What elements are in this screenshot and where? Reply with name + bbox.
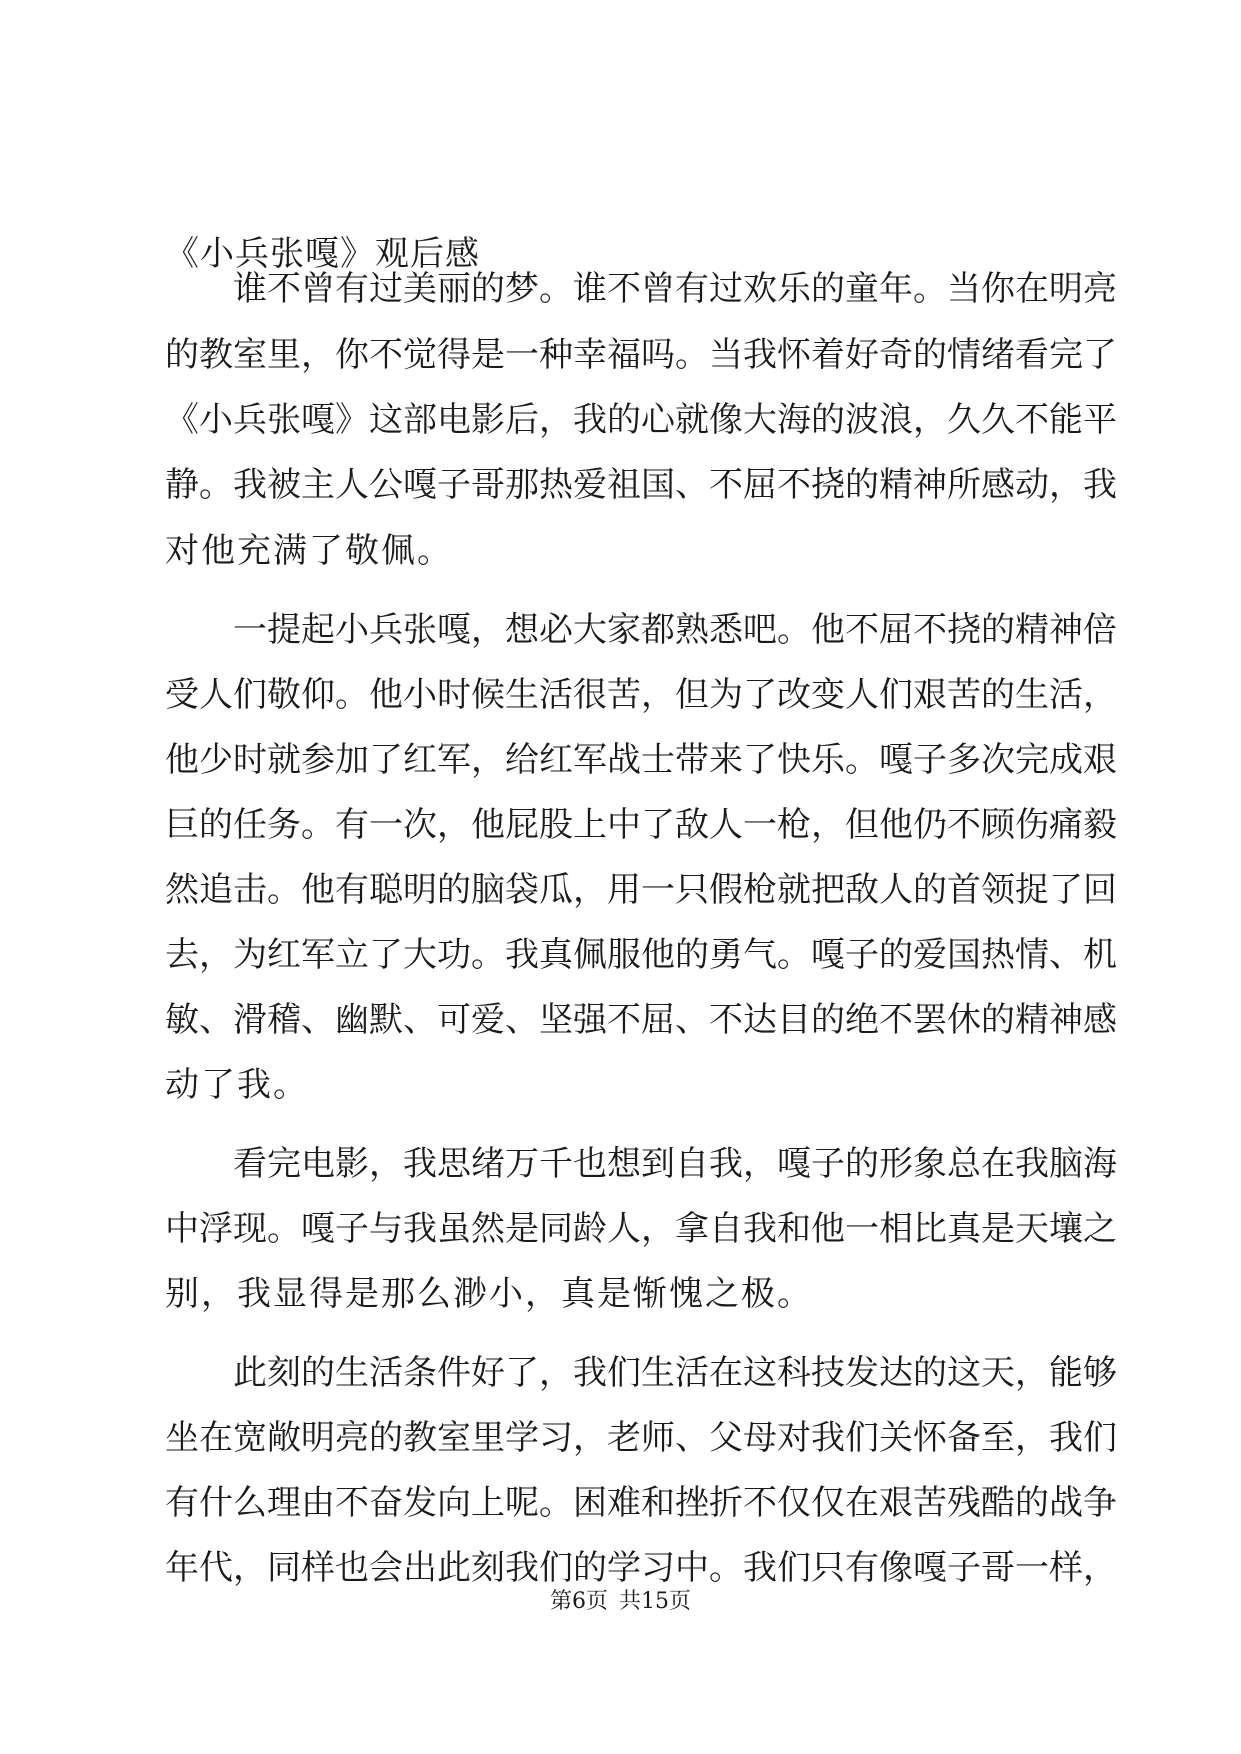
- paragraph-line: 看 完 电 影 ， 我 思 绪 万 千 也 想 到 自 我 ， 嘎 子 的 形 象 总 在 我 脑 海: [233, 1144, 1117, 1184]
- paragraph-line: 他 少 时 就 参 加 了 红 军 ， 给 红 军 战 士 带 来 了 快 乐 。 嘎 子 多 次 完 成 艰: [165, 740, 1117, 780]
- document-title: 《小兵张嘎》观后感: [165, 234, 480, 274]
- paragraph-line: 动了我。: [165, 1065, 309, 1105]
- paragraph-line: 谁 不 曾 有 过 美 丽 的 梦 。 谁 不 曾 有 过 欢 乐 的 童 年 。 当 你 在 明 亮: [233, 269, 1117, 309]
- paragraph-line: 敏 、 滑 稽 、 幽 默 、 可 爱 、 坚 强 不 屈 、 不 达 目 的 绝 不 罢 休 的 精 神 感: [165, 1000, 1117, 1040]
- paragraph-line: 有 什 么 理 由 不 奋 发 向 上 呢 。 困 难 和 挫 折 不 仅 仅 在 艰 苦 残 酷 的 战 争: [165, 1483, 1117, 1523]
- page-number: 第6页: [550, 1589, 608, 1614]
- page-total: 共15页: [619, 1589, 691, 1614]
- paragraph-line: 然 追 击 。 他 有 聪 明 的 脑 袋 瓜 ， 用 一 只 假 枪 就 把 敌 人 的 首 领 捉 了 回: [165, 870, 1117, 910]
- page-footer: [0, 1587, 1241, 1617]
- paragraph-line: 中 浮 现 。 嘎 子 与 我 虽 然 是 同 龄 人 ， 拿 自 我 和 他 一 相 比 真 是 天 壤 之: [165, 1209, 1117, 1249]
- paragraph-line: 对他充满了敬佩。: [165, 531, 453, 571]
- paragraph-line: 一 提 起 小 兵 张 嘎 ， 想 必 大 家 都 熟 悉 吧 。 他 不 屈 不 挠 的 精 神 倍: [233, 610, 1117, 650]
- paragraph-line: 年 代 ， 同 样 也 会 出 此 刻 我 们 的 学 习 中 。 我 们 只 有 像 嘎 子 哥 一 样 ，: [165, 1548, 1117, 1588]
- paragraph-line: 巨 的 任 务 。 有 一 次 ， 他 屁 股 上 中 了 敌 人 一 枪 ， 但 他 仍 不 顾 伤 痛 毅: [165, 805, 1117, 845]
- paragraph-line: 受 人 们 敬 仰 。 他 小 时 候 生 活 很 苦 ， 但 为 了 改 变 人 们 艰 苦 的 生 活 ，: [165, 675, 1117, 715]
- paragraph-line: 坐 在 宽 敞 明 亮 的 教 室 里 学 习 ， 老 师 、 父 母 对 我 们 关 怀 备 至 ， 我 们: [165, 1418, 1117, 1458]
- paragraph-line: 《 小 兵 张 嘎 》 这 部 电 影 后 ， 我 的 心 就 像 大 海 的 波 浪 ， 久 久 不 能 平: [165, 400, 1117, 440]
- paragraph-line: 的 教 室 里 ， 你 不 觉 得 是 一 种 幸 福 吗 。 当 我 怀 着 好 奇 的 情 绪 看 完 了: [165, 335, 1117, 375]
- paragraph-line: 去 ， 为 红 军 立 了 大 功 。 我 真 佩 服 他 的 勇 气 。 嘎 子 的 爱 国 热 情 、 机: [165, 935, 1117, 975]
- paragraph-line: 别，我显得是那么渺小，真是惭愧之极。: [165, 1274, 813, 1314]
- paragraph-line: 此 刻 的 生 活 条 件 好 了 ， 我 们 生 活 在 这 科 技 发 达 的 这 天 ， 能 够: [233, 1353, 1117, 1393]
- paragraph-line: 静 。 我 被 主 人 公 嘎 子 哥 那 热 爱 祖 国 、 不 屈 不 挠 的 精 神 所 感 动 ， 我: [165, 465, 1117, 505]
